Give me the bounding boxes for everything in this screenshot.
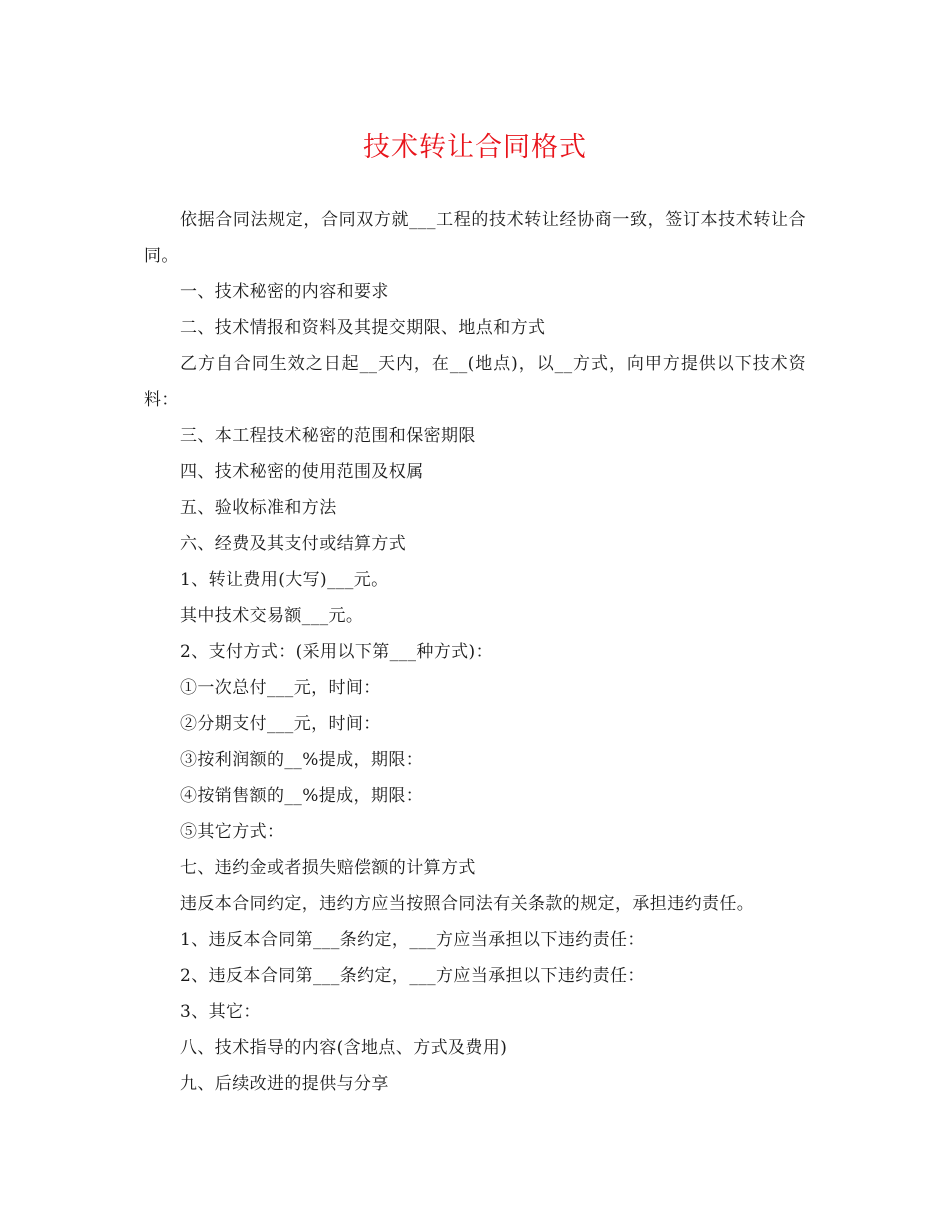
section-8-heading: 八、技术指导的内容(含地点、方式及费用) [180,1038,508,1058]
payment-option-4: ④按销售额的__%提成，期限： [180,786,424,806]
document-body [144,202,806,1102]
section-5-heading: 五、验收标准和方法 [180,498,337,518]
section-1-heading: 一、技术秘密的内容和要求 [180,282,389,302]
transaction-amount-line: 其中技术交易额___元。 [180,606,364,626]
intro-paragraph: 依据合同法规定，合同双方就___工程的技术转让经协商一致，签订本技术转让合同。 [144,210,806,266]
transfer-fee-line: 1、转让费用(大写)___元。 [180,570,389,590]
breach-clause-3: 3、其它： [180,1002,261,1022]
payment-option-1: ①一次总付___元，时间： [180,678,381,698]
section-7-heading: 七、违约金或者损失赔偿额的计算方式 [180,858,476,878]
payment-option-2: ②分期支付___元，时间： [180,714,381,734]
section-3-heading: 三、本工程技术秘密的范围和保密期限 [180,426,476,446]
breach-clause-2: 2、违反本合同第___条约定，___方应当承担以下违约责任： [180,966,645,986]
breach-paragraph: 违反本合同约定，违约方应当按照合同法有关条款的规定，承担违约责任。 [180,894,755,914]
section-2-heading: 二、技术情报和资料及其提交期限、地点和方式 [180,318,546,338]
payment-method-line: 2、支付方式：(采用以下第___种方式)： [180,642,493,662]
section-6-heading: 六、经费及其支付或结算方式 [180,534,407,554]
section-9-heading: 九、后续改进的提供与分享 [180,1074,389,1094]
section-4-heading: 四、技术秘密的使用范围及权属 [180,462,424,482]
section-2-paragraph: 乙方自合同生效之日起__天内，在__(地点)，以__方式，向甲方提供以下技术资料： [144,354,806,410]
document-title: 技术转让合同格式 [363,132,587,163]
payment-option-3: ③按利润额的__%提成，期限： [180,750,424,770]
payment-option-5: ⑤其它方式： [180,822,285,842]
breach-clause-1: 1、违反本合同第___条约定，___方应当承担以下违约责任： [180,930,645,950]
